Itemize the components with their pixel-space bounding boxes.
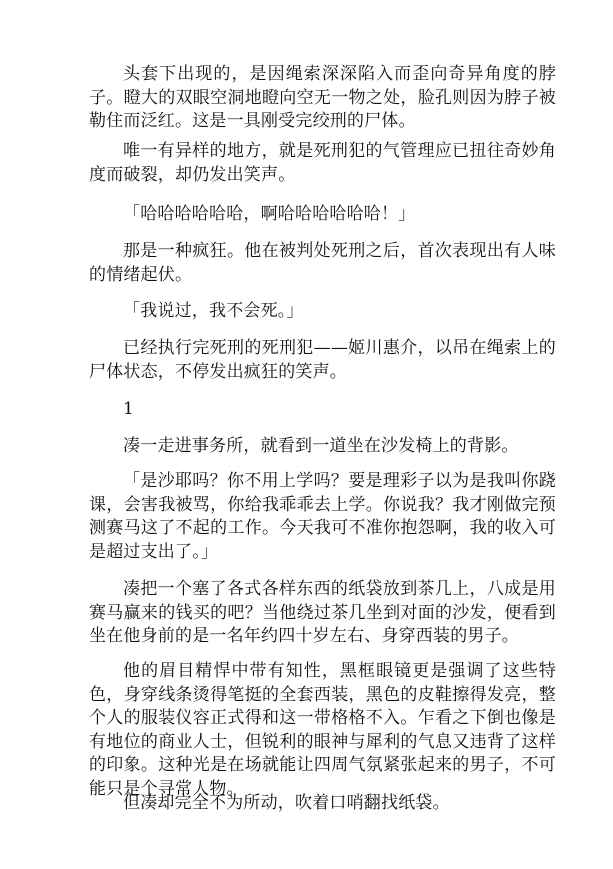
section-number: 1 (123, 399, 135, 419)
paragraph-11: 但凑却完全不为所动，吹着口哨翻找纸袋。 (123, 793, 450, 813)
paragraph-1: 头套下出现的，是因绳索深深陷入而歪向奇异角度的脖子。瞪大的双眼空洞地瞪向空无一物之处，脸孔则因为脖子被勒住而泛红。这是一具刚受完绞刑的尸体。 (89, 64, 556, 131)
paragraph-5-dialogue: 「我说过，我不会死。」 (123, 301, 304, 321)
paragraph-9: 凑把一个塞了各式各样东西的纸袋放到茶几上，八成是用赛马赢来的钱买的吧？当他绕过茶几坐到对面的沙发，便看到坐在他身前的是一名年约四十岁左右、身穿西装的男子。 (89, 579, 556, 646)
paragraph-7: 凑一走进事务所，就看到一道坐在沙发椅上的背影。 (123, 436, 519, 456)
paragraph-4: 那是一种疯狂。他在被判处死刑之后，首次表现出有人味的情绪起伏。 (89, 241, 556, 285)
paragraph-6: 已经执行完死刑的死刑犯——姬川惠介，以吊在绳索上的尸体状态，不停发出疯狂的笑声。 (89, 338, 556, 382)
paragraph-3-dialogue: 「哈哈哈哈哈哈，啊哈哈哈哈哈哈！」 (123, 204, 416, 224)
paragraph-8-dialogue: 「是沙耶吗？你不用上学吗？要是理彩子以为是我叫你跷课，会害我被骂，你给我乖乖去上学。你说我？我才刚做完预测赛马这了不起的工作。今天我可不准你抱怨啊，我的收入可是超过支出了。」 (89, 471, 556, 562)
paragraph-10: 他的眉目精悍中带有知性，黑框眼镜更是强调了这些特色，身穿线条烫得笔挺的全套西装，黑色的皮鞋擦得发亮，整个人的服装仪容正式得和这一带格格不入。乍看之下倒也像是有地位的商业人士，但锐利的眼神与犀利的气息又违背了这样的印象。这种光是在场就能让四周气氛紧张起来的男子，不可能只是个寻常人物。 (89, 661, 556, 799)
paragraph-2: 唯一有异样的地方，就是死刑犯的气管理应已扭往奇妙角度而破裂，却仍发出笑声。 (89, 141, 556, 185)
